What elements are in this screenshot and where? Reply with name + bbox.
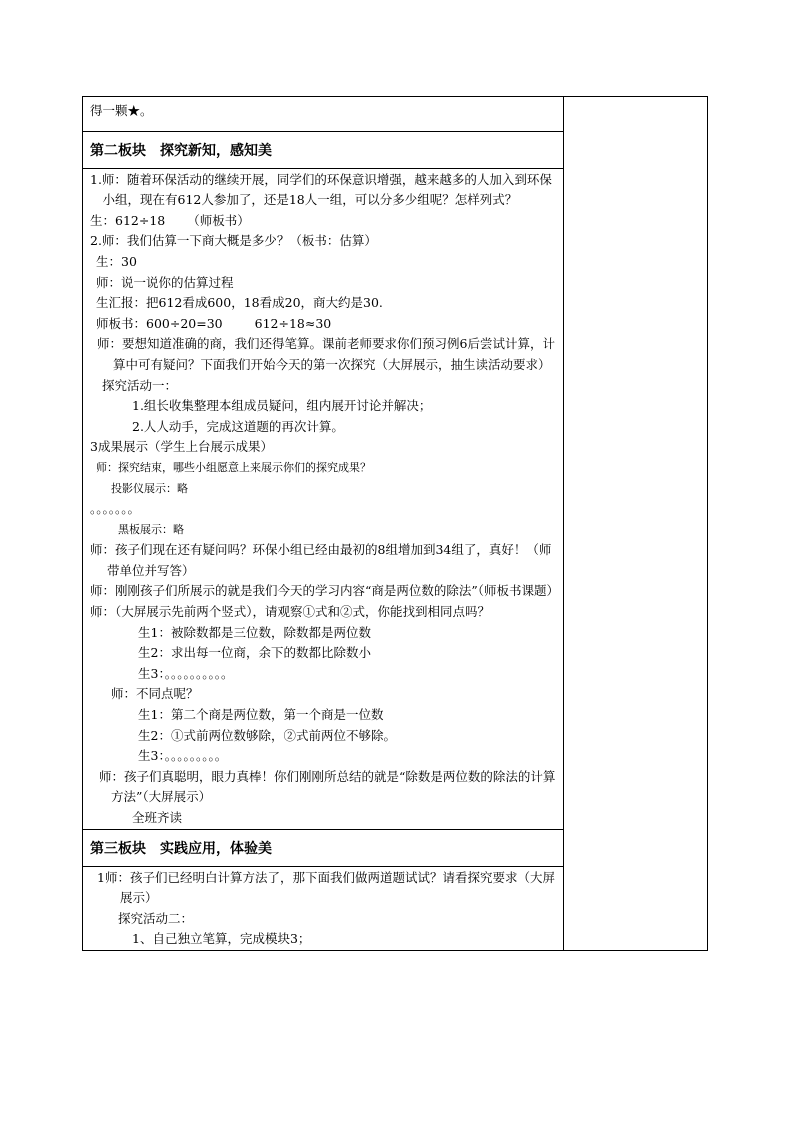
text-line: 师：要想知道准确的商，我们还得笔算。课前老师要求你们预习例6后尝试计算，计算中可有疑问？下面我们开始今天的第一次探究（大屏展示，抽生读活动要求） [97, 336, 555, 372]
text-line: 生1：第二个商是两位数，第一个商是一位数 [138, 707, 384, 723]
text-line: 师：说一说你的估算过程 [96, 274, 234, 290]
table-row [83, 97, 708, 132]
text-line: 生2：①式前两位数够除，②式前两位不够除。 [138, 727, 396, 743]
text-line: 师：孩子们现在还有疑问吗？环保小组已经由最初的8组增加到34组了，真好！（师带单位并写答） [90, 542, 552, 578]
text-line: 得一颗★。 [90, 103, 153, 118]
lesson-plan-table [82, 96, 708, 951]
text-line: 投影仪展示：略 [111, 481, 188, 495]
section-heading: 第二板块 探究新知，感知美 [90, 142, 272, 159]
text-line: 生2：求出每一位商，余下的数都比除数小 [138, 645, 371, 661]
text-line [90, 314, 557, 335]
notes-column [564, 97, 708, 951]
text-line: 1.师：随着环保活动的继续开展，同学们的环保意识增强，越来越多的人加入到环保小组，现在有612人参加了，还是18人一组，可以分多少组呢？怎样列式？ [90, 171, 552, 208]
text-line: 2.师：我们估算一下商大概是多少？（板书：估算） [90, 233, 377, 249]
text-line: 2.人人动手，完成这道题的再次计算。 [132, 418, 344, 434]
text-line: 1.组长收集整理本组成员疑问，组内展开讨论并解决； [132, 398, 432, 414]
text-line: 1师：孩子们已经明白计算方法了，那下面我们做两道题试试？请看探究要求（大屏展示） [97, 869, 555, 906]
text-line: 师：探究结束，哪些小组愿意上来展示你们的探究成果？ [96, 460, 371, 474]
text-line: 师：不同点呢？ [111, 686, 199, 702]
text-line: 生：30 [96, 253, 137, 269]
section-heading-cell [83, 131, 564, 168]
text-line: 黑板展示：略 [118, 522, 184, 536]
text-fragment: 师板书：600÷20=30 [96, 315, 223, 331]
text-line: 师：（大屏展示先前两个竖式），请观察①式和②式，你能找到相同点吗？ [90, 604, 491, 620]
text-line: 1、自己独立笔算，完成模块3； [132, 931, 311, 947]
text-line: 生1：被除数都是三位数，除数都是两位数 [138, 624, 371, 640]
section-heading-cell [83, 829, 564, 866]
text-line: 生汇报：把612看成600，18看成20，商大约是30. [96, 295, 383, 311]
text-line: 师：刚刚孩子们所展示的就是我们今天的学习内容“商是两位数的除法”（师板书课题） [90, 583, 560, 599]
text-fragment: 612÷18≈30 [254, 315, 332, 331]
content-cell [83, 168, 564, 829]
text-line: 师：孩子们真聪明，眼力真棒！你们刚刚所总结的就是“除数是两位数的除法的计算方法”（大屏展示） [99, 768, 556, 805]
text-line: 生3：。。。。。。。。。 [138, 748, 228, 764]
text-line: 全班齐读 [132, 810, 183, 825]
text-line: 。。。。。。。 [90, 501, 141, 517]
text-line [90, 211, 557, 232]
content-cell [83, 866, 564, 950]
text-fragment: 生：612÷18 [90, 212, 166, 228]
text-fragment: （师板书） [187, 212, 250, 228]
section-heading: 第三板块 实践应用，体验美 [90, 840, 272, 857]
content-cell [83, 97, 564, 132]
text-line: 探究活动二： [118, 910, 194, 926]
text-line: 3成果展示（学生上台展示成果） [90, 439, 273, 455]
text-line: 生3：。。。。。。。。。。 [138, 665, 234, 681]
text-line: 探究活动一： [102, 377, 178, 393]
